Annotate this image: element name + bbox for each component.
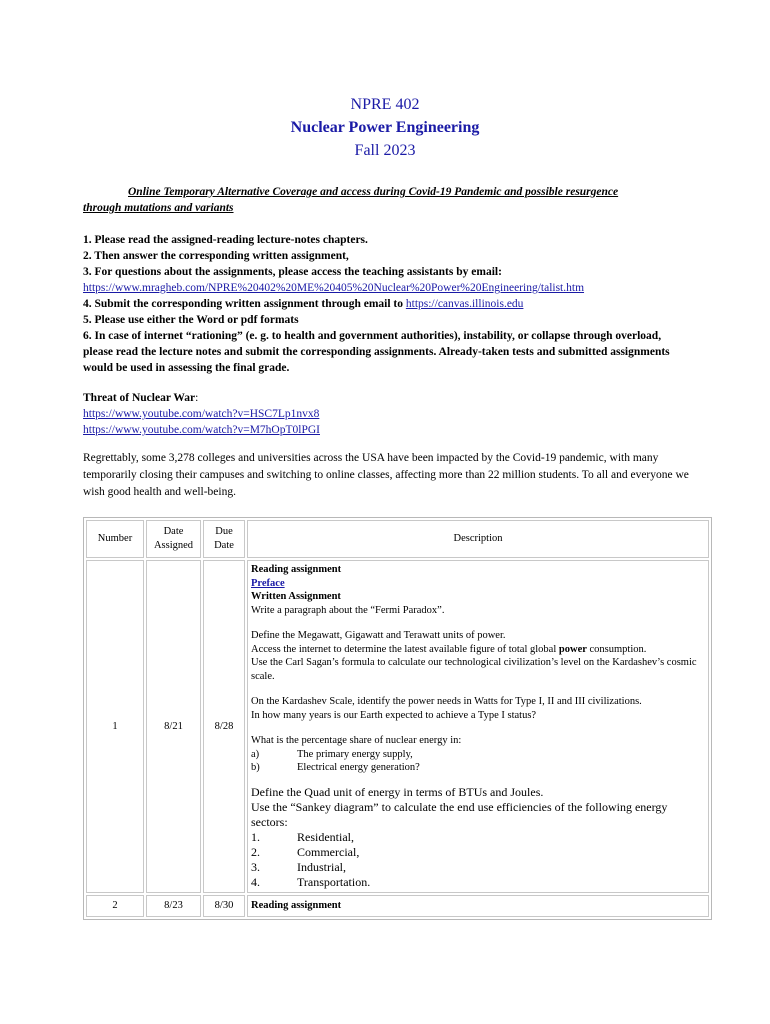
list-marker: 4. [251,874,260,889]
header-date-assigned-1: Date [163,526,184,537]
notice-line-2: through mutations and variants [83,202,234,214]
instruction-5: 5. Please use either the Word or pdf formats [83,314,299,326]
header-date-assigned-2: Assigned [153,540,194,551]
nuclear-war-title: Threat of Nuclear War [83,392,196,404]
preface-link[interactable]: Preface [251,577,285,589]
list-text: Residential, [297,829,354,844]
header-due-1: Due [215,526,233,537]
sankey-question: Use the “Sankey diagram” to calculate the end use efficiencies of the following energy sectors: [251,799,668,829]
instruction-3: 3. For questions about the assignments, please access the teaching assistants by email: [83,266,502,278]
list-marker: a) [251,748,260,760]
list-marker: 1. [251,829,260,844]
instruction-4 [83,296,683,312]
table-row [86,895,709,917]
row2-reading-label: Reading assignment [251,899,342,911]
row2-number: 2 [86,895,144,917]
table-row [86,560,709,893]
power-text-pre: Access the internet to determine the latest available figure of total global [251,643,559,655]
units-question: Define the Megawatt, Gigawatt and Terawatt units of power. [251,630,506,641]
kardashev-question: On the Kardashev Scale, identify the power needs in Watts for Type I, II and III civilizations. [251,696,642,707]
list-item [251,748,705,762]
list-text: Electrical energy generation? [297,762,420,773]
written-assignment-label: Written Assignment [251,591,341,602]
header-due-2: Date [214,540,234,551]
row1-number: 1 [86,560,144,893]
nuclear-share-question: What is the percentage share of nuclear energy in: [251,735,462,746]
header-date-assigned [146,520,201,558]
sagan-question: Use the Carl Sagan’s formula to calculate our technological civilization’s level on the Kardashev’s cosmic scale. [251,657,697,682]
list-text: Commercial, [297,844,360,859]
list-item [251,875,705,890]
quad-question [251,785,705,890]
canvas-link[interactable]: https://canvas.illinois.edu [405,298,524,310]
instruction-6: 6. In case of internet “rationing” (e. g. to health and government authorities), instability, or collapse through overload, please read the lecture notes and submit the corresponding assignments. Already-taken tests and submitted assignments would be used in assessing the final grade. [83,330,670,374]
row1-due: 8/28 [203,560,245,893]
instructions-list [83,232,683,376]
list-item [251,860,705,875]
youtube-link-1[interactable]: https://www.youtube.com/watch?v=HSC7Lp1nvx8 [83,408,320,420]
power-text-post: consumption. [586,643,647,655]
quad-definition: Define the Quad unit of energy in terms of BTUs and Joules. [251,784,544,799]
power-consumption-question [251,643,705,657]
nuclear-war-colon: : [195,392,199,404]
course-title: Nuclear Power Engineering [290,119,480,136]
reading-assignment-label: Reading assignment [251,564,342,575]
row1-assigned: 8/21 [146,560,201,893]
row1-description [247,560,709,893]
row2-assigned: 8/23 [146,895,201,917]
list-marker: b) [251,762,260,773]
type-one-question: In how many years is our Earth expected to achieve a Type I status? [251,709,537,721]
covid-impact-paragraph: Regrettably, some 3,278 colleges and universities across the USA have been impacted by the Covid-19 pandemic, with many temporarily closing their campuses and switching to online classes, affecting more than 22 million students. To all and everyone we wish good health and well-being. [83,452,689,498]
list-item [251,830,705,845]
table-header-row [86,520,709,558]
list-item [251,845,705,860]
instruction-1: 1. Please read the assigned-reading lecture-notes chapters. [83,234,368,246]
list-text: Transportation. [297,874,371,889]
youtube-link-2[interactable]: https://www.youtube.com/watch?v=M7hOpT0lPGI [83,424,320,436]
nuclear-war-section [83,390,683,438]
list-marker: 2. [251,844,260,859]
power-text-bold: power [558,643,587,655]
list-item [251,761,705,775]
header-due-date [203,520,245,558]
covid-notice [83,184,683,216]
row2-description [247,895,709,917]
ta-list-link[interactable]: https://www.mragheb.com/NPRE%20402%20ME%20405%20Nuclear%20Power%20Engineering/talist.htm [83,282,585,294]
header-number: Number [86,520,144,558]
course-header [0,93,770,162]
row2-due: 8/30 [203,895,245,917]
notice-line-1: Online Temporary Alternative Coverage and access during Covid-19 Pandemic and possible resurgence [128,186,619,198]
course-number: NPRE 402 [350,96,420,113]
instruction-4-text: 4. Submit the corresponding written assignment through email to [83,298,406,310]
header-description: Description [247,520,709,558]
list-text: The primary energy supply, [297,748,413,760]
list-text: Industrial, [297,859,346,874]
fermi-paragraph: Write a paragraph about the “Fermi Paradox”. [251,604,445,616]
assignments-table [83,517,712,920]
instruction-2: 2. Then answer the corresponding written assignment, [83,250,349,262]
list-marker: 3. [251,859,260,874]
course-term: Fall 2023 [354,142,416,159]
